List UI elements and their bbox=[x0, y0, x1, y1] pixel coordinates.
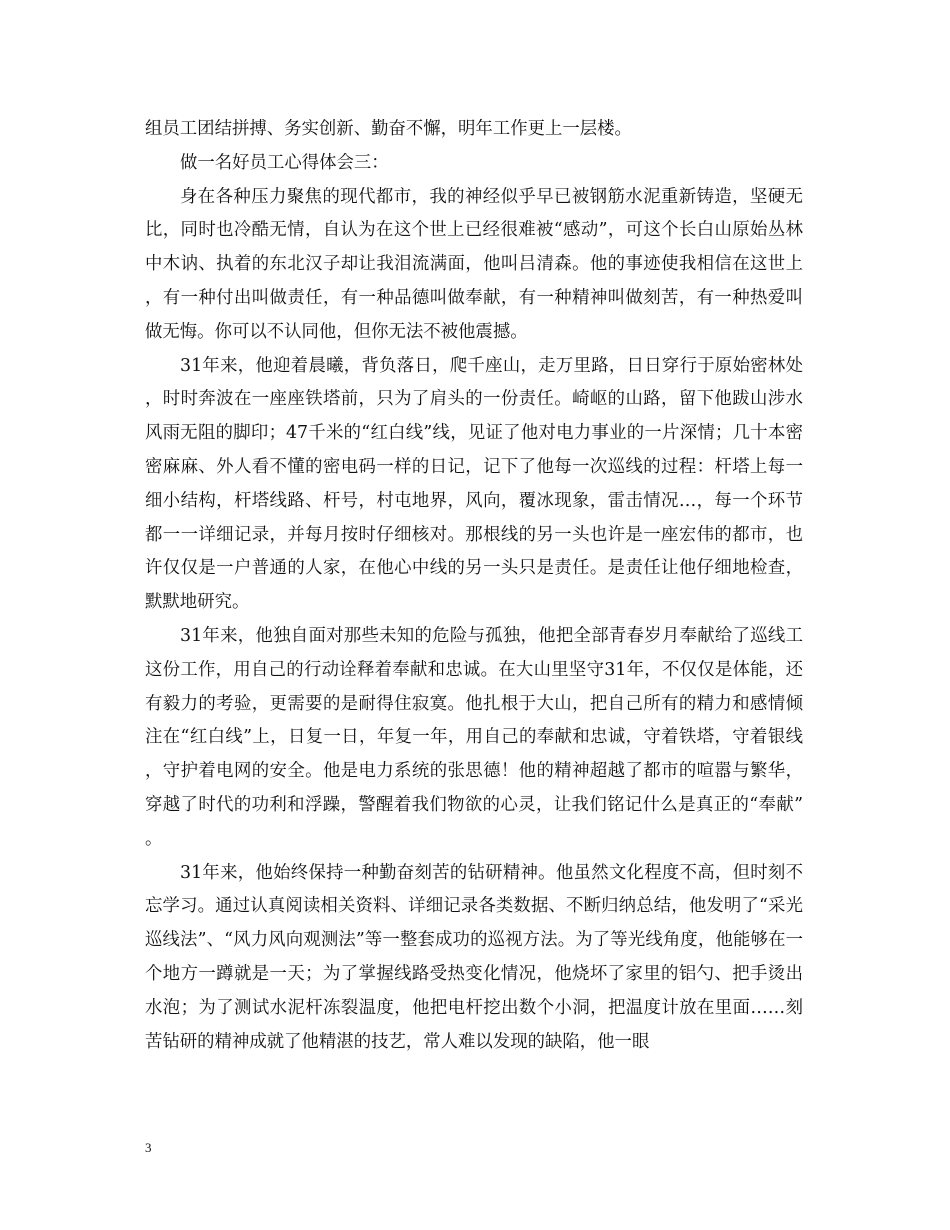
paragraph: 31年来，他始终保持一种勤奋刻苦的钻研精神。他虽然文化程度不高，但时刻不忘学习。通过认真阅读相关资料、详细记录各类数据、不断归纳总结，他发明了“采光巡线法”、“风力风向观测法”等一整套成功的巡视方法。为了等光线角度，他能够在一个地方一蹲就是一天；为了掌握线路受热变化情况，他烧坏了家里的铝勺、把手烫出水泡；为了测试水泥杆冻裂温度，他把电杆挖出数个小洞，把温度计放在里面……刻苦钻研的精神成就了他精湛的技艺，常人难以发现的缺陷，他一眼 bbox=[145, 862, 803, 1052]
paragraph-continuation: 组员工团结拼搏、务实创新、勤奋不懈，明年工作更上一层楼。 bbox=[145, 119, 632, 139]
paragraph: 身在各种压力聚焦的现代都市，我的神经似乎早已被钢筋水泥重新铸造，坚硬无比，同时也冷酷无情，自认为在这个世上已经很难被“感动”，可这个长白山原始丛林中木讷、执着的东北汉子却让我泪流满面，他叫吕清森。他的事迹使我相信在这世上，有一种付出叫做责任，有一种品德叫做奉献，有一种精神叫做刻苦，有一种热爱叫做无悔。你可以不认同他，但你无法不被他震撼。 bbox=[145, 186, 803, 342]
paragraph: 31年来，他独自面对那些未知的危险与孤独，他把全部青春岁月奉献给了巡线工这份工作，用自己的行动诠释着奉献和忠诚。在大山里坚守31年，不仅仅是体能，还有毅力的考验，更需要的是耐得住寂寞。他扎根于大山，把自己所有的精力和感情倾注在“红白线”上，日复一日，年复一年，用自己的奉献和忠诚，守着铁塔，守着银线，守护着电网的安全。他是电力系统的张思德！他的精神超越了都市的喧嚣与繁华，穿越了时代的功利和浮躁，警醒着我们物欲的心灵，让我们铭记什么是真正的“奉献”。 bbox=[145, 625, 803, 849]
document-body bbox=[145, 113, 803, 1059]
section-heading: 做一名好员工心得体会三： bbox=[180, 152, 389, 173]
page-number: 3 bbox=[145, 1140, 152, 1155]
paragraph: 31年来，他迎着晨曦，背负落日，爬千座山，走万里路，日日穿行于原始密林处，时时奔波在一座座铁塔前，只为了肩头的一份责任。崎岖的山路，留下他跋山涉水风雨无阻的脚印；47千米的“红白线”线，见证了他对电力事业的一片深情；几十本密密麻麻、外人看不懂的密电码一样的日记，记下了他每一次巡线的过程：杆塔上每一细小结构，杆塔线路、杆号，村屯地界，风向，覆冰现象，雷击情况…，每一个环节都一一详细记录，并每月按时仔细核对。那根线的另一头也许是一座宏伟的都市，也许仅仅是一户普通的人家，在他心中线的另一头只是责任。是责任让他仔细地检查，默默地研究。 bbox=[145, 355, 803, 613]
